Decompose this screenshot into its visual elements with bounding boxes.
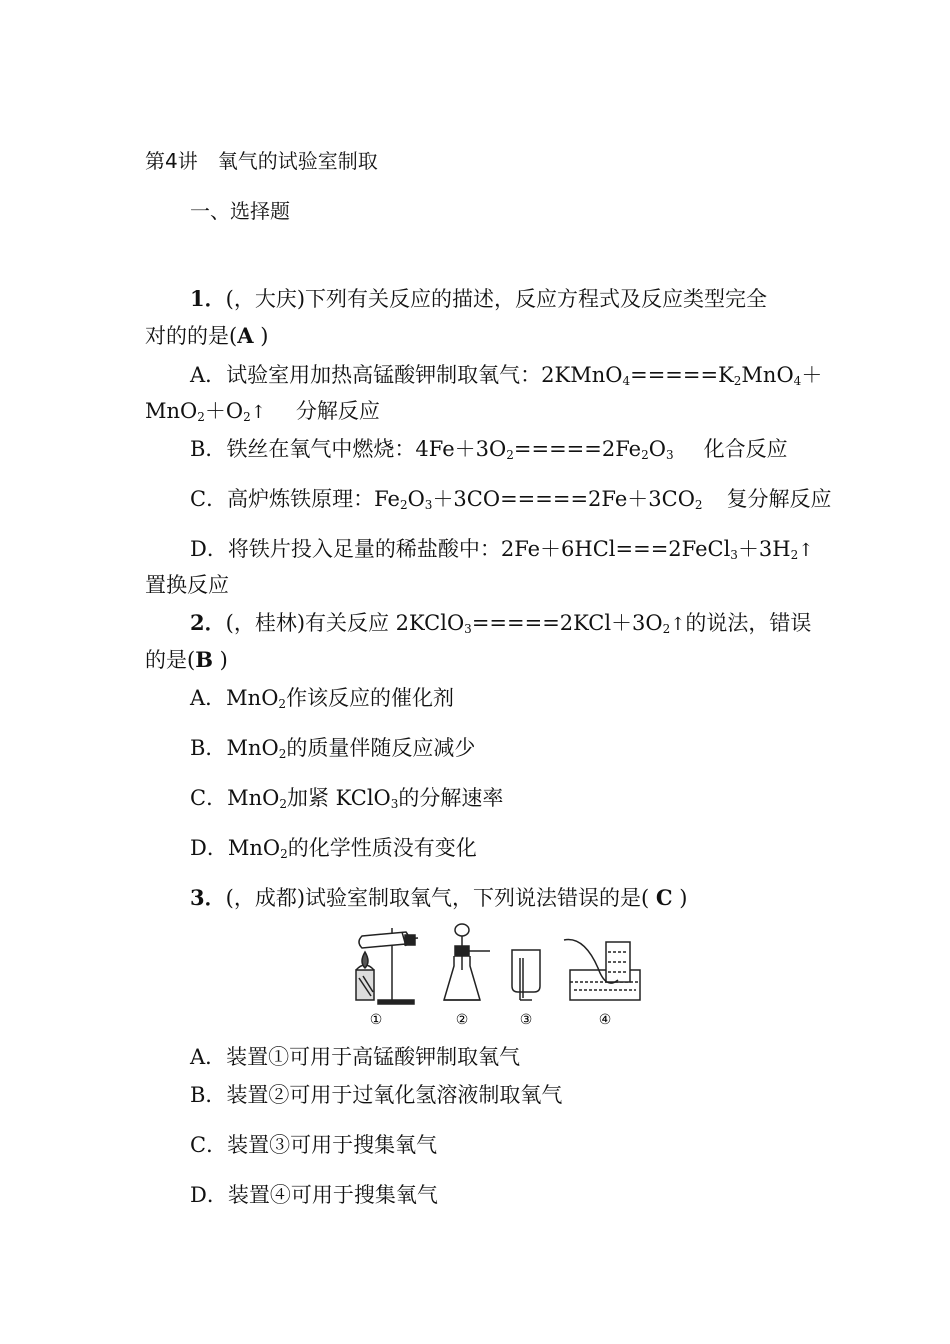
q1-option-a: A．试验室用加热高锰酸钾制取氧气：$2KMnO_4=====K_2MnO_4+$ [190, 363, 823, 388]
q1-option-d-cont: 置换反应 [145, 573, 229, 597]
apparatus-figure [340, 918, 650, 1033]
q1-option-b: B．铁丝在氧气中燃烧：$4Fe+3O_2=====2Fe_2O_3$ 化合反应 [190, 437, 788, 462]
figure-label-3: ③ [519, 1012, 533, 1028]
question-number: 1． [190, 286, 226, 311]
section-heading: 一、选择题 [190, 199, 290, 223]
q2-option-b: B．MnO$_2$的质量伴随反应减少 [190, 736, 476, 761]
q3-option-c: C．装置③可用于搜集氧气 [190, 1133, 438, 1157]
q2-option-a: A．MnO$_2$作该反应的催化剂 [190, 686, 455, 711]
q2-option-c: C．MnO$_2$加紧 KClO$_3$的分解速率 [190, 786, 504, 811]
question-1-stem-cont: 对的的是(A ) [145, 323, 269, 348]
q1-option-d: D．将铁片投入足量的稀盐酸中：$2Fe+6HCl===2FeCl_3+3H_2↑$ [190, 537, 814, 562]
q3-option-d: D．装置④可用于搜集氧气 [190, 1183, 438, 1207]
apparatus-1-heating-setup [356, 928, 418, 1004]
q3-option-a: A．装置①可用于高锰酸钾制取氧气 [190, 1045, 521, 1069]
q1-option-c: C．高炉炼铁原理：$Fe_2O_3+3CO=====2Fe+3CO_2$ 复分解反应 [190, 487, 832, 512]
answer: B [195, 647, 213, 672]
q3-option-b: B．装置②可用于过氧化氢溶液制取氧气 [190, 1083, 563, 1107]
apparatus-2-flask [444, 924, 490, 1000]
question-1-stem: 1．(，大庆)下列有关反应的描述，反应方程式及反应类型完全 [190, 286, 768, 311]
question-2-stem: 2．(，桂林)有关反应 $2KClO_3=====2KCl+3O_2↑$的说法，错误 [190, 610, 812, 636]
apparatus-4-water-trough [564, 940, 640, 1000]
figure-label-4: ④ [598, 1012, 612, 1028]
figure-label-2: ② [455, 1012, 469, 1028]
q2-option-d: D．MnO$_2$的化学性质没有变化 [190, 836, 477, 861]
q1-option-a-cont: $MnO_2+O_2↑$ 分解反应 [145, 399, 380, 424]
page-title: 第4讲 氧气的试验室制取 [145, 149, 378, 173]
figure-label-1: ① [369, 1012, 383, 1028]
question-3-stem: 3．(，成都)试验室制取氧气，下列说法错误的是( C ) [190, 885, 688, 910]
question-number: 2． [190, 610, 226, 635]
question-number: 3． [190, 885, 226, 910]
answer: C [655, 885, 673, 910]
answer: A [237, 323, 254, 348]
question-2-stem-cont: 的是(B ) [145, 647, 228, 672]
apparatus-3-gas-bottle [512, 950, 540, 1000]
